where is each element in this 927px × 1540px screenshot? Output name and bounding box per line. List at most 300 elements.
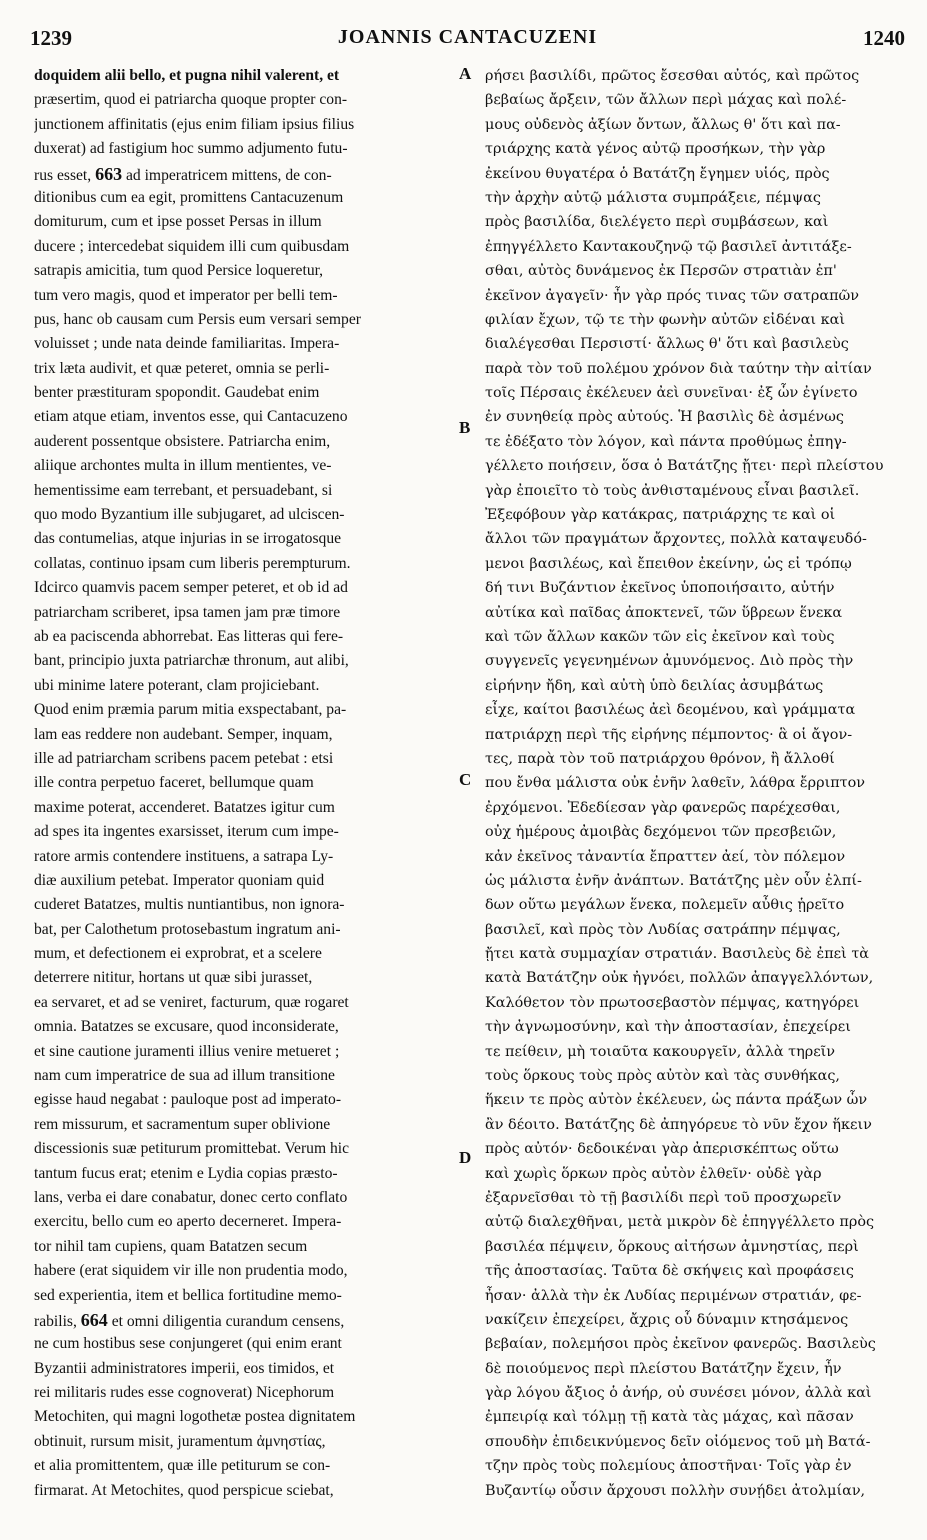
running-title: JOANNIS CANTACUZENI — [337, 26, 598, 48]
greek-line — [485, 454, 905, 478]
greek-line — [485, 64, 905, 88]
line-wrapper — [34, 1308, 344, 1332]
line-wrapper — [485, 64, 859, 88]
latin-line — [34, 113, 454, 137]
latin-line — [34, 137, 454, 161]
greek-line-text: τοὺς ὅρκους τοὺς πρὸς αὐτὸν καὶ τὰς συνθήκας, — [485, 1068, 841, 1085]
greek-line-text: δὲ ποιούμενος περὶ πλείστου Βατάτζην ἔχειν, ἦν — [485, 1360, 842, 1377]
line-wrapper — [485, 723, 852, 747]
greek-line-text: μους οὐδενὸς ἀξίων ὄντων, ἄλλως θ' ὅτι καὶ πα- — [485, 116, 841, 133]
latin-line — [34, 1430, 454, 1454]
latin-line — [34, 576, 454, 600]
line-wrapper — [34, 1162, 338, 1186]
greek-line — [485, 381, 905, 405]
greek-line — [485, 113, 905, 137]
line-wrapper — [485, 1357, 842, 1381]
line-wrapper — [485, 576, 834, 600]
latin-line-text: ditionibus cum ea egit, promittens Cantacuzenum — [34, 188, 344, 206]
latin-line-text: maxime poterat, accenderet. Batatzes igitur cum — [34, 798, 335, 816]
latin-line-text: quo modo Byzantium ille subjugaret, ad ulciscen- — [34, 506, 345, 524]
latin-line — [34, 381, 454, 405]
line-wrapper — [485, 137, 825, 161]
line-wrapper — [485, 625, 834, 649]
line-wrapper — [485, 1430, 870, 1454]
greek-line-text: κἀν ἐκεῖνος τἀναντία ἔπραττεν ἀεί, τὸν πόλεμον — [485, 848, 846, 865]
line-wrapper — [34, 235, 349, 259]
line-wrapper — [485, 284, 859, 308]
latin-line — [34, 1454, 454, 1478]
line-wrapper — [34, 674, 319, 698]
latin-line — [34, 771, 454, 795]
greek-line-text: παρὰ τὸν τοῦ πολέμου χρόνον διὰ ταύτην τὴν αἰτίαν — [485, 360, 872, 377]
greek-line — [485, 747, 905, 771]
line-wrapper — [485, 1259, 854, 1283]
line-wrapper — [485, 796, 840, 820]
line-wrapper — [34, 845, 333, 869]
greek-line — [485, 357, 905, 381]
greek-line-text: ἐμπειρίᾳ καὶ τόλμῃ τῇ κατὰ τὰς μάχας, καὶ πᾶσαν — [485, 1409, 854, 1426]
line-wrapper — [485, 405, 844, 429]
greek-line — [485, 1357, 905, 1381]
latin-line-text: obtinuit, rursum misit, juramentum ἀμνηστίας, — [34, 1432, 326, 1450]
greek-line-text: τε πείθειν, μὴ τοιαῦτα κακουργεῖν, ἀλλὰ τηρεῖν — [485, 1043, 836, 1060]
line-wrapper — [34, 64, 339, 88]
latin-line — [34, 332, 454, 356]
greek-line — [485, 991, 905, 1015]
line-wrapper — [485, 1332, 876, 1356]
greek-line — [485, 893, 905, 917]
latin-line — [34, 454, 454, 478]
inline-page-number-663: 663 — [95, 163, 123, 184]
latin-line-text: trix læta audivit, et quæ peteret, omnia se perli- — [34, 359, 330, 377]
greek-line-text: πρὸς βασιλίδα, διελέγετο περὶ συμβάσεων, καὶ — [485, 214, 829, 231]
greek-line-text: ἥκειν τε πρὸς αὐτὸν ἐκέλευεν, ὡς πάντα πράξων ὧν — [485, 1092, 868, 1109]
latin-line-text: cuderet Batatzes, multis nuntiantibus, non ignora- — [34, 896, 345, 914]
line-wrapper — [485, 357, 872, 381]
latin-line — [34, 625, 454, 649]
latin-line — [34, 1186, 454, 1210]
line-wrapper — [34, 308, 361, 332]
latin-line — [34, 162, 454, 186]
greek-line — [485, 771, 905, 795]
latin-line — [34, 845, 454, 869]
latin-line — [34, 186, 454, 210]
greek-line — [485, 723, 905, 747]
greek-line — [485, 1235, 905, 1259]
latin-line-text: pus, hanc ob causam cum Persis eum versari semper — [34, 310, 361, 328]
greek-line — [485, 1088, 905, 1112]
greek-line — [485, 259, 905, 283]
line-wrapper — [485, 747, 835, 771]
page-number-right: 1240 — [863, 26, 905, 50]
line-wrapper — [34, 625, 343, 649]
greek-line — [485, 308, 905, 332]
line-wrapper — [34, 430, 330, 454]
line-wrapper — [485, 1308, 848, 1332]
latin-line — [34, 1332, 454, 1356]
line-wrapper — [34, 747, 333, 771]
greek-line-text: ἂν δέοιτο. Βατάτζης δὲ ἀπηγόρευε τὸ νῦν ἔχον ἥκειν — [485, 1116, 872, 1133]
greek-line — [485, 845, 905, 869]
greek-line-text: βεβαίως ἄρξειν, τῶν ἄλλων περὶ μάχας καὶ πολέ- — [485, 92, 847, 109]
line-wrapper — [34, 259, 323, 283]
latin-line-text: benter præstituram spopondit. Gaudebat enim — [34, 384, 320, 402]
latin-line-text: Metochiten, qui magni logothetæ postea dignitatem — [34, 1408, 356, 1426]
line-wrapper — [34, 1357, 334, 1381]
line-wrapper — [485, 869, 862, 893]
greek-line-text: τὴν ἀρχὴν αὐτῷ μάλιστα συμπράξειε, πέμψας — [485, 189, 821, 206]
line-wrapper — [485, 1088, 867, 1112]
line-wrapper — [485, 1210, 874, 1234]
greek-line — [485, 210, 905, 234]
greek-line-text: ἐξαρνεῖσθαι τὸ τῇ βασιλίδι περὶ τοῦ προσχωρεῖν — [485, 1189, 842, 1206]
latin-line — [34, 1235, 454, 1259]
latin-line — [34, 1088, 454, 1112]
greek-line-text: ἐρχόμενοι. Ἐδεδίεσαν γὰρ φανερῶς παρέχεσθαι, — [485, 799, 841, 816]
greek-line — [485, 1162, 905, 1186]
greek-line — [485, 430, 905, 454]
latin-line-text: nam cum imperatrice de sua ad illum transitione — [34, 1067, 335, 1085]
line-wrapper — [485, 332, 849, 356]
latin-line — [34, 1308, 454, 1332]
greek-line-text: ἐκείνου θυγατέρα ὁ Βατάτζη ἔγημεν υἱός, πρὸς — [485, 165, 830, 182]
latin-line — [34, 1137, 454, 1161]
greek-line-text: αὐτῷ διαλεχθῆναι, μετὰ μικρὸν δὲ ἐπηγγέλλετο πρὸς — [485, 1214, 875, 1231]
greek-line — [485, 1454, 905, 1478]
greek-line-text: πρὸς αὐτόν· δεδοικέναι γὰρ ἀπερισκέπτως οὕτω — [485, 1141, 839, 1158]
latin-line — [34, 918, 454, 942]
greek-line-text: Καλόθετον τὸν πρωτοσεβαστὸν πέμψας, κατηγόρει — [485, 994, 860, 1011]
latin-line — [34, 1259, 454, 1283]
latin-line-text: ad spes ita ingentes exarsisset, iterum cum impe- — [34, 823, 339, 841]
line-wrapper — [34, 357, 329, 381]
latin-line — [34, 235, 454, 259]
line-wrapper — [34, 601, 340, 625]
latin-line — [34, 893, 454, 917]
greek-line — [485, 966, 905, 990]
greek-line — [485, 1015, 905, 1039]
line-wrapper — [34, 649, 349, 673]
greek-line — [485, 503, 905, 527]
line-wrapper — [34, 503, 345, 527]
latin-line-text: collatas, continuo ipsam cum liberis perempturum. — [34, 554, 351, 572]
line-wrapper — [485, 649, 853, 673]
latin-line — [34, 405, 454, 429]
line-wrapper — [34, 991, 349, 1015]
greek-line — [485, 1064, 905, 1088]
greek-line — [485, 601, 905, 625]
line-wrapper — [485, 1162, 822, 1186]
line-wrapper — [34, 1479, 334, 1503]
latin-line — [34, 747, 454, 771]
page-header — [30, 26, 905, 56]
latin-line-text: firmarat. At Metochites, quod perspicue sciebat, — [34, 1481, 334, 1499]
line-wrapper — [485, 966, 873, 990]
greek-line-text: οὐχ ἡμέρους ἀμοιβὰς δεχόμενοι τῶν πρεσβειῶν, — [485, 824, 837, 841]
latin-line — [34, 796, 454, 820]
line-wrapper — [485, 259, 837, 283]
latin-line-text: rem missurum, et sacramentum super oblivione — [34, 1115, 331, 1133]
line-wrapper — [34, 1284, 342, 1308]
line-wrapper — [34, 162, 332, 186]
greek-line-text: βασιλέα πέμψειν, ὅρκους αἰτήσων ἀμνηστίας, περὶ — [485, 1238, 859, 1255]
line-wrapper — [34, 284, 338, 308]
greek-line — [485, 698, 905, 722]
greek-line-text: σπουδὴν ἐπιδεικνύμενος δεῖν οἰόμενος τοῦ μὴ Βατά- — [485, 1433, 871, 1450]
greek-line — [485, 527, 905, 551]
greek-line — [485, 284, 905, 308]
greek-line-text: εἶχε, καίτοι βασιλέως ἀεὶ δεομένου, καὶ γράμματα — [485, 702, 856, 719]
line-wrapper — [34, 552, 351, 576]
line-wrapper — [485, 601, 842, 625]
latin-line — [34, 674, 454, 698]
greek-line — [485, 1284, 905, 1308]
greek-line-text: φιλίαν ἔχων, τῷ τε τὴν φωνὴν αὐτῶν εἰδέναι καὶ — [485, 311, 846, 328]
greek-line-text: Ἐξεφόβουν γὰρ κατάκρας, πατριάρχης τε καὶ οἱ — [485, 507, 836, 524]
latin-line-text: duxerat) ad fastigium hoc summo adjumento futu- — [34, 140, 348, 158]
line-wrapper — [34, 454, 332, 478]
greek-line-text: βασιλεῖ, καὶ πρὸς τὸν Λυδίας σατράπην πέμψας, — [485, 921, 841, 938]
greek-line — [485, 918, 905, 942]
line-wrapper — [485, 503, 835, 527]
latin-line-text: rabilis, — [34, 1312, 77, 1330]
latin-line-text: aliique archontes multa in illum mentientes, ve- — [34, 457, 332, 475]
greek-line-text: καὶ χωρὶς ὅρκων πρὸς αὐτὸν ἐλθεῖν· οὐδὲ γὰρ — [485, 1165, 822, 1182]
latin-line — [34, 1479, 454, 1503]
line-wrapper — [485, 454, 883, 478]
greek-line-text: τζην πρὸς τοὺς πολεμίους ἀποστῆναι· Τοῖς γὰρ ἐν — [485, 1458, 852, 1475]
line-wrapper — [485, 162, 830, 186]
latin-line-text: rus esset, — [34, 166, 92, 184]
latin-line-text: junctionem affinitatis (ejus enim filiam ipsius filius — [34, 115, 355, 133]
line-wrapper — [485, 1064, 840, 1088]
greek-line-text: δων οὕτω μεγάλων ἕνεκα, πολεμεῖν αὖθις ᾑρεῖτο — [485, 897, 845, 914]
latin-line-text: rei militaris rudes esse cognoverat) Nicephorum — [34, 1384, 335, 1402]
line-wrapper — [34, 405, 348, 429]
greek-column — [485, 64, 905, 1503]
line-wrapper — [34, 1430, 325, 1454]
latin-line-text: mum, et defectionem ei exprobrat, et a scelere — [34, 945, 322, 963]
greek-line — [485, 1210, 905, 1234]
latin-line — [34, 966, 454, 990]
greek-line — [485, 1186, 905, 1210]
greek-line — [485, 405, 905, 429]
latin-line-text: ducere ; intercedebat siquidem illi cum quibusdam — [34, 237, 350, 255]
latin-line-text: exercitu, bello cum eo aperto decerneret. Impera- — [34, 1213, 342, 1231]
latin-line-text: lans, verba ei dare conabatur, donec certo conflato — [34, 1188, 348, 1206]
greek-line-text: τοῖς Πέρσαις ἐκέλευεν ἀεὶ συνεῖναι· ἐξ ὧν ἐγίνετο — [485, 385, 858, 402]
line-wrapper — [34, 113, 354, 137]
latin-column — [34, 64, 454, 1503]
greek-line-text: ρήσει βασιλίδι, πρῶτος ἔσεσθαι αὐτός, καὶ πρῶτος — [485, 68, 860, 84]
latin-line-text: auderent possentque obsistere. Patriarcha enim, — [34, 432, 331, 450]
greek-line-text: ἦσαν· ἀλλὰ τὴν ἐκ Λυδίας περιμένων στρατιάν, φε- — [485, 1287, 862, 1304]
greek-line-text: καὶ τῶν ἄλλων κακῶν τῶν εἰς ἐκεῖνον καὶ τοὺς — [485, 628, 835, 645]
greek-line-text: ἄλλοι τῶν πραγμάτων ἄρχοντες, πολλὰ καταψευδό- — [485, 531, 867, 548]
greek-line-text: σθαι, αὐτὸς δυνάμενος ἐκ Περσῶν στρατιὰν ἐπ' — [485, 263, 837, 280]
greek-line-text: τῆς ἀποστασίας. Ταῦτα δὲ σκήψεις καὶ προφάσεις — [485, 1263, 854, 1280]
line-wrapper — [34, 1405, 355, 1429]
line-wrapper — [485, 1405, 854, 1429]
latin-line-text: voluisset ; unde nata deinde familiaritas. Impera- — [34, 335, 340, 353]
greek-line — [485, 552, 905, 576]
line-wrapper — [34, 869, 324, 893]
line-wrapper — [485, 1015, 851, 1039]
inline-page-number-664: 664 — [80, 1309, 108, 1330]
latin-line — [34, 649, 454, 673]
greek-line-text: μενοι βασιλέως, καὶ ἔπειθον ἐκείνην, ὡς εἰ τρόπῳ — [485, 555, 852, 572]
greek-line-text: κατὰ Βατάτζην οὐκ ἠγνόει, πολλῶν ἀπαγγελλόντων, — [485, 970, 874, 987]
latin-line-text: domiturum, cum et ipse posset Persas in illum — [34, 213, 322, 231]
line-wrapper — [485, 1454, 852, 1478]
line-wrapper — [34, 1186, 347, 1210]
latin-line-text: ubi minime latere poterant, clam projiciebant. — [34, 676, 320, 694]
line-wrapper — [485, 1186, 841, 1210]
line-wrapper — [34, 88, 347, 112]
greek-line-text: τες, παρὰ τὸν τοῦ πατριάρχου θρόνον, ἢ ἄλλοθί — [485, 750, 835, 767]
line-wrapper — [485, 113, 841, 137]
latin-line — [34, 1284, 454, 1308]
latin-line-text: das contumelias, atque injurias in se irrogatosque — [34, 530, 342, 548]
latin-line — [34, 723, 454, 747]
line-wrapper — [34, 479, 332, 503]
line-wrapper — [485, 308, 845, 332]
greek-line-text: ᾔτει κατὰ συμμαχίαν στρατιάν. Βασιλεὺς δὲ ἐπεὶ τὰ — [485, 946, 870, 963]
greek-line-text: Βυζαντίῳ οὖσιν ἄρχουσι πολλὴν συνῄδει ἀτολμίαν, — [485, 1482, 866, 1499]
greek-line-text: τριάρχης κατὰ γένος αὐτῷ προσήκων, τὴν γὰρ — [485, 141, 826, 158]
line-wrapper — [485, 893, 844, 917]
greek-line — [485, 88, 905, 112]
greek-line-text: που ἔνθα μάλιστα οὐκ ἐνῆν λαθεῖν, λάθρα ἔρριπτον — [485, 775, 866, 792]
greek-line-text: πατριάρχῃ περὶ τῆς εἰρήνης πέμποντος· ἃ οἱ ἄγον- — [485, 726, 853, 743]
greek-line — [485, 649, 905, 673]
greek-line — [485, 186, 905, 210]
latin-line — [34, 479, 454, 503]
latin-line — [34, 357, 454, 381]
latin-line-text: ille ad patriarcham scribens pacem petebat : etsi — [34, 749, 334, 767]
margin-letter-b: B — [459, 418, 471, 437]
line-wrapper — [34, 332, 339, 356]
greek-line-text: εἰρήνην ἤδη, καὶ αὐτὴ ὑπὸ δειλίας ἀσυμβάτως — [485, 677, 824, 694]
greek-line — [485, 1308, 905, 1332]
greek-line-text: γέλλετο ποιήσειν, ὅσα ὁ Βατάτζης ᾔτει· περὶ πλείστου — [485, 458, 884, 475]
latin-line-text: ab ea paciscenda abhorrebat. Eas litteras qui fere- — [34, 627, 344, 645]
latin-line — [34, 430, 454, 454]
line-wrapper — [485, 991, 859, 1015]
greek-line — [485, 1259, 905, 1283]
greek-line-text: νακίζειν ἐπεχείρει, ἄχρις οὗ δύναμιν κτησάμενος — [485, 1311, 849, 1328]
line-wrapper — [34, 723, 333, 747]
greek-line — [485, 625, 905, 649]
latin-line-text: bant, principio juxta patriarchæ thronum, aut alibi, — [34, 652, 349, 670]
greek-line — [485, 332, 905, 356]
latin-line-text: habere (erat siquidem vir ille non prudentia modo, — [34, 1262, 348, 1280]
greek-line — [485, 1040, 905, 1064]
latin-line-text: doquidem alii bello, et pugna nihil valerent, et — [34, 67, 340, 84]
line-wrapper — [485, 1381, 871, 1405]
line-wrapper — [485, 235, 852, 259]
greek-line-text: διαλέγεσθαι Περσιστί· ἄλλως θ' ὅτι καὶ βασιλεὺς — [485, 336, 849, 353]
latin-line — [34, 284, 454, 308]
greek-line — [485, 162, 905, 186]
latin-line — [34, 259, 454, 283]
greek-line-text: ἐκεῖνον ἀγαγεῖν· ἦν γὰρ πρός τινας τῶν σατραπῶν — [485, 287, 860, 304]
line-wrapper — [485, 942, 869, 966]
greek-line-text: ὡς μάλιστα ἐνῆν ἀνάπτων. Βατάτζης μὲν οὖν ἐλπί- — [485, 872, 862, 889]
line-wrapper — [34, 893, 345, 917]
latin-line-text: ea servaret, et ad se veniret, facturum, quæ rogaret — [34, 993, 349, 1011]
latin-line — [34, 1357, 454, 1381]
greek-line — [485, 1430, 905, 1454]
greek-line — [485, 1381, 905, 1405]
latin-line — [34, 601, 454, 625]
line-wrapper — [485, 1113, 872, 1137]
latin-line-tail: et omni diligentia curandum censens, — [111, 1312, 345, 1330]
latin-line-text: hementissime eam terrebant, et persuadebant, si — [34, 481, 333, 499]
line-wrapper — [485, 1137, 839, 1161]
latin-line — [34, 308, 454, 332]
greek-line-text: ἐν συνηθείᾳ πρὸς αὐτούς. Ἡ βασιλὶς δὲ ἀσμένως — [485, 409, 844, 426]
line-wrapper — [485, 698, 855, 722]
margin-letter-c: C — [459, 770, 472, 789]
latin-line-text: Byzantii administratores imperii, eos timidos, et — [34, 1359, 335, 1377]
greek-line-text: γὰρ ἐποιεῖτο τὸ τοὺς ἀνθισταμένους εἶναι βασιλεῖ. — [485, 482, 860, 499]
greek-line-text: βεβαίαν, πολεμήσοι πρὸς ἐκεῖνον φανερῶς. Βασιλεὺς — [485, 1336, 876, 1353]
greek-line-text: τε ἐδέξατο τὸν λόγον, καὶ πάντα προθύμως ἐπηγ- — [485, 433, 847, 450]
latin-line — [34, 820, 454, 844]
latin-line-text: et sine cautione juramenti illius venire metueret ; — [34, 1042, 340, 1060]
latin-line-text: ille contra perpetuo faceret, bellumque quam — [34, 774, 314, 792]
line-wrapper — [34, 527, 341, 551]
greek-line-text: συγγενεῖς γεγενημένων ἀμυνόμενος. Διὸ πρὸς τὴν — [485, 653, 854, 670]
latin-line-text: bat, per Calothetum protosebastum ingratum ani- — [34, 920, 341, 938]
latin-line-text: et alia promittentem, quæ ille petiturum se con- — [34, 1457, 331, 1475]
greek-line — [485, 1479, 905, 1503]
latin-line-text: sed experientia, item et bellica fortitudine memo- — [34, 1286, 342, 1304]
latin-line — [34, 942, 454, 966]
line-wrapper — [34, 796, 335, 820]
latin-line-text: tum vero magis, quod et imperator per belli tem- — [34, 286, 338, 304]
latin-line — [34, 869, 454, 893]
line-wrapper — [34, 966, 312, 990]
latin-line — [34, 1064, 454, 1088]
line-wrapper — [34, 186, 343, 210]
greek-line — [485, 1113, 905, 1137]
line-wrapper — [34, 210, 322, 234]
line-wrapper — [485, 88, 846, 112]
line-wrapper — [34, 1332, 342, 1356]
latin-line-text: ne cum hostibus sese conjungeret (qui enim erant — [34, 1335, 342, 1353]
latin-line-text: satrapis amicitia, tum quod Persice loqueretur, — [34, 262, 324, 280]
line-wrapper — [485, 527, 867, 551]
latin-line — [34, 1210, 454, 1234]
line-wrapper — [34, 1259, 348, 1283]
latin-line-tail: ad imperatricem mittens, de con- — [125, 166, 332, 184]
latin-line — [34, 1015, 454, 1039]
greek-line — [485, 942, 905, 966]
line-wrapper — [485, 1479, 865, 1503]
greek-line-text: ἐπηγγέλλετο Καντακουζηνῷ τῷ βασιλεῖ ἀντιτάξε- — [485, 238, 852, 255]
latin-line — [34, 88, 454, 112]
latin-line — [34, 527, 454, 551]
page-number-left: 1239 — [30, 26, 72, 50]
latin-line-text: Idcirco quamvis pacem semper peteret, et ob id ad — [34, 579, 348, 597]
line-wrapper — [34, 1040, 339, 1064]
latin-line-text: tor nihil tam cupiens, quam Batatzen secum — [34, 1237, 308, 1255]
line-wrapper — [34, 698, 346, 722]
line-wrapper — [485, 820, 836, 844]
greek-line — [485, 1405, 905, 1429]
